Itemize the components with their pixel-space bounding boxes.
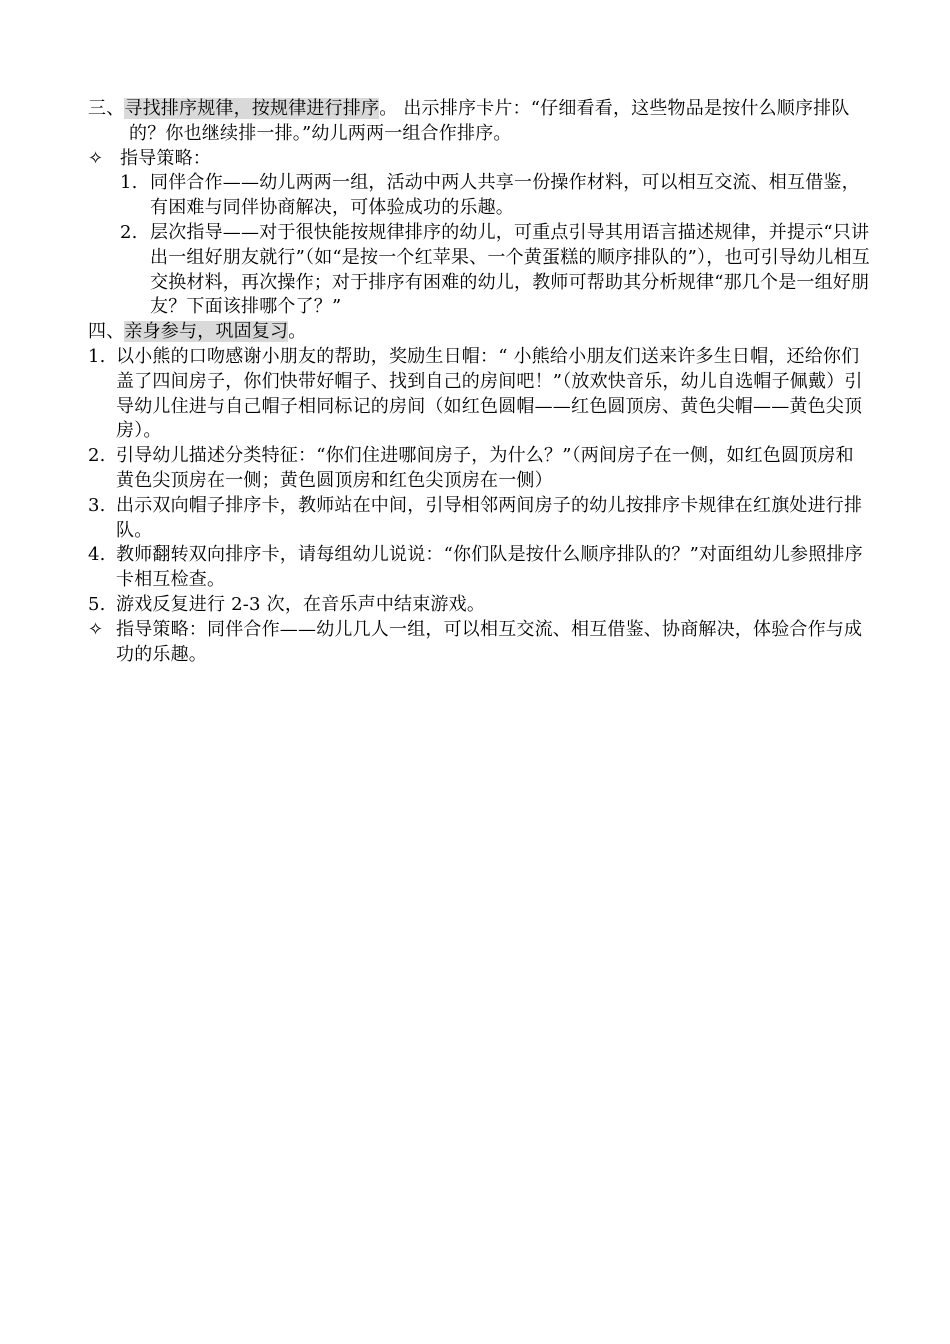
- list-item-text: 以小熊的口吻感谢小朋友的帮助，奖励生日帽：“ 小熊给小朋友们送来许多生日帽，还给你们盖了四间房子，你们快带好帽子、找到自己的房间吧！”（放欢快音乐，幼儿自选帽子佩戴）引导幼儿住进与自己帽子相同标记的房间（如红色圆帽——红色圆顶房、黄色尖帽——黄色尖顶房）。: [116, 345, 863, 442]
- document-page: [88, 97, 870, 667]
- section-3-heading-end: 。: [379, 98, 398, 119]
- list-marker: 1.: [88, 345, 106, 367]
- list-item-text: 引导幼儿描述分类特征：“你们住进哪间房子，为什么？”（两间房子在一侧，如红色圆顶房和黄色尖顶房在一侧；黄色圆顶房和红色尖顶房在一侧）: [116, 445, 854, 491]
- strategy-1-item-1: [88, 171, 870, 221]
- list-item-text: 游戏反复进行 2-3 次，在音乐声中结束游戏。: [116, 593, 486, 615]
- section-4-heading: 亲身参与，巩固复习: [124, 321, 289, 343]
- section-4-item-2: [88, 444, 870, 494]
- section-4-item-5: [88, 593, 870, 618]
- section-4: [88, 320, 870, 345]
- strategy-2-text: 指导策略：同伴合作——幼儿几人一组，可以相互交流、相互借鉴、协商解决，体验合作与成功的乐趣。: [116, 618, 863, 665]
- list-item-text: 教师翻转双向排序卡，请每组幼儿说说：“你们队是按什么顺序排队的？”对面组幼儿参照排序卡相互检查。: [116, 544, 863, 591]
- list-item-text: 出示双向帽子排序卡，教师站在中间，引导相邻两间房子的幼儿按排序卡规律在红旗处进行排队。: [116, 494, 863, 541]
- section-3: [88, 97, 870, 147]
- section-4-item-3: [88, 494, 870, 544]
- section-4-prefix: 四、: [88, 321, 125, 343]
- section-3-text: 出示排序卡片：“仔细看看，这些物品是按什么顺序排队的？你也继续排一排。”幼儿两两一组合作排序。: [129, 98, 850, 144]
- strategy-1-label: 指导策略：: [120, 147, 211, 169]
- strategy-2: [88, 618, 870, 668]
- list-marker: 1.: [120, 172, 138, 194]
- strategy-1-item-2: [88, 221, 870, 320]
- diamond-bullet-icon: ✧: [88, 147, 104, 169]
- list-marker: 5.: [88, 593, 106, 615]
- section-4-heading-end: 。: [288, 321, 307, 343]
- list-marker: 2.: [88, 445, 106, 467]
- section-4-item-4: [88, 543, 870, 593]
- list-item-text: 同伴合作——幼儿两两一组，活动中两人共享一份操作材料，可以相互交流、相互借鉴，有困难与同伴协商解决，可体验成功的乐趣。: [150, 172, 860, 219]
- diamond-bullet-icon: ✧: [88, 618, 104, 640]
- section-4-item-1: [88, 345, 870, 444]
- list-marker: 3.: [88, 494, 106, 516]
- section-3-heading: 寻找排序规律，按规律进行排序: [124, 98, 380, 119]
- list-item-text: 层次指导——对于很快能按规律排序的幼儿，可重点引导其用语言描述规律，并提示“只讲出一组好朋友就行”（如“是按一个红苹果、一个黄蛋糕的顺序排队的”），也可引导幼儿相互交换材料，再次操作；对于排序有困难的幼儿，教师可帮助其分析规律“那几个是一组好朋友？下面该排哪个了？”: [150, 221, 871, 318]
- strategy-1-heading: [88, 147, 870, 172]
- section-3-prefix: 三、: [88, 98, 125, 119]
- list-marker: 4.: [88, 544, 106, 566]
- list-marker: 2.: [120, 221, 138, 243]
